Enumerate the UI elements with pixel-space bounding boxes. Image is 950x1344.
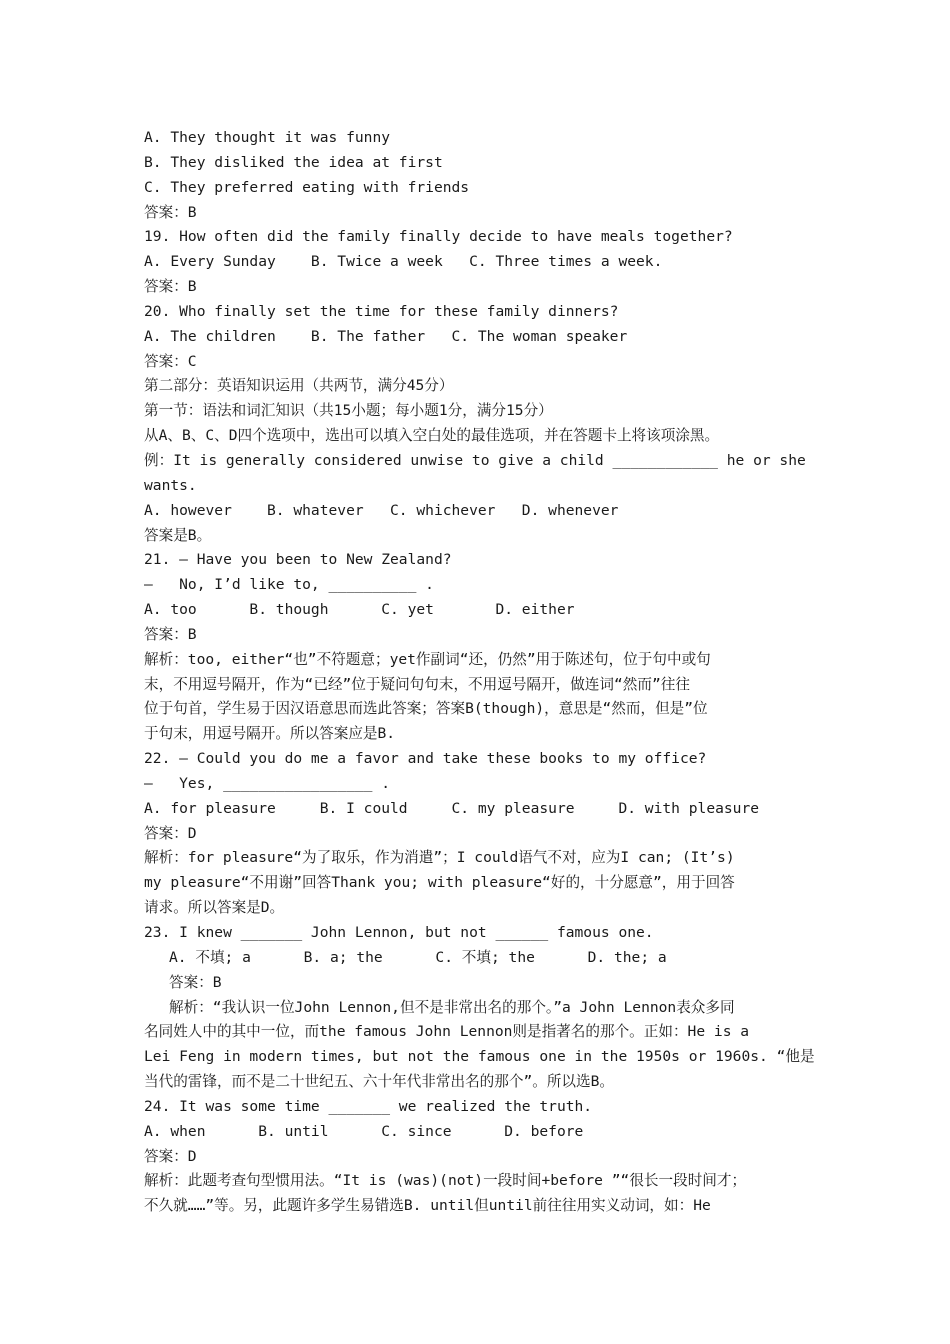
text-line: A. They thought it was funny [144,129,391,146]
text-line: – Yes, _________________ . [144,774,391,792]
text-line: 答案：D [144,824,197,842]
text-line: 21. – Have you been to New Zealand? [144,551,452,569]
text-line: 20. Who finally set the time for these family dinners? [144,302,619,320]
text-line: 19. How often did the family finally decide to have meals together? [144,228,733,246]
text-line: 解析：for pleasure“为了取乐，作为消遣”；I could语气不对，应为I can; (It’s) [144,849,735,867]
text-line: 末，不用逗号隔开，作为“已经”位于疑问句句末，不用逗号隔开，做连词“然而”往往 [144,675,690,693]
text-line: 例：It is generally considered unwise to give a child ____________ he or she [144,451,806,469]
text-line: 解析：“我认识一位John Lennon,但不是非常出名的那个。”a John Lennon表众多同 [169,998,735,1016]
text-line: 解析：too, either“也”不符题意；yet作副词“还，仍然”用于陈述句，位于句中或句 [144,650,711,668]
text-line: 第二部分：英语知识运用（共两节，满分45分） [144,377,454,395]
text-line: my pleasure“不用谢”回答Thank you; with pleasure“好的，十分愿意”，用于回答 [144,874,735,892]
text-line: 请求。所以答案是D。 [144,899,285,917]
text-line: Lei Feng in modern times, but not the famous one in the 1950s or 1960s. “他是 [144,1048,815,1066]
text-line: A. when B. until C. since D. before [144,1122,584,1140]
text-line: 从A、B、C、D四个选项中，选出可以填入空白处的最佳选项，并在答题卡上将该项涂黑。 [144,427,720,445]
text-line: 答案：B [144,278,197,296]
document-body [144,126,814,1219]
text-line: 不久就……”等。另，此题许多学生易错选B. until但until前往往用实义动词，如：He [144,1197,711,1215]
text-line: A. too B. though C. yet D. either [144,601,575,619]
text-line: 位于句首，学生易于因汉语意思而选此答案；答案B(though)，意思是“然而，但是”位 [144,700,708,718]
text-line: 答案：B [144,625,197,643]
text-line: 解析：此题考查句型惯用法。“It is (was)(not)一段时间+before ”“很长一段时间才； [144,1172,747,1190]
text-line: 第一节：语法和词汇知识（共15小题；每小题1分，满分15分） [144,402,553,420]
text-line: A. Every Sunday B. Twice a week C. Three times a week. [144,253,663,271]
text-line: 24. It was some time _______ we realized the truth. [144,1097,593,1115]
text-line: 答案：B [144,203,197,221]
text-line: wants. [144,476,197,494]
text-line: 当代的雷锋，而不是二十世纪五、六十年代非常出名的那个”。所以选B。 [144,1073,614,1091]
text-line: 答案：C [144,352,197,370]
text-line: 22. – Could you do me a favor and take these books to my office? [144,750,707,768]
text-line: A. The children B. The father C. The woman speaker [144,327,628,345]
text-line: 于句末，用逗号隔开。所以答案应是B. [144,725,396,743]
text-line: 答案是B。 [144,526,212,544]
text-line: 答案：B [169,973,222,991]
text-line: 答案：D [144,1147,197,1165]
text-line: 23. I knew _______ John Lennon, but not ______ famous one. [144,924,654,941]
text-line: A. however B. whatever C. whichever D. whenever [144,501,619,519]
text-line: – No, I’d like to, __________ . [144,576,434,594]
text-line: B. They disliked the idea at first [144,153,443,171]
text-line: 名同姓人中的其中一位，而the famous John Lennon则是指著名的那个。正如：He is a [144,1023,750,1041]
text-line: C. They preferred eating with friends [144,178,470,196]
text-line: A. for pleasure B. I could C. my pleasure D. with pleasure [144,799,760,817]
text-line: A. 不填; a B. a; the C. 不填; the D. the; a [169,948,667,966]
